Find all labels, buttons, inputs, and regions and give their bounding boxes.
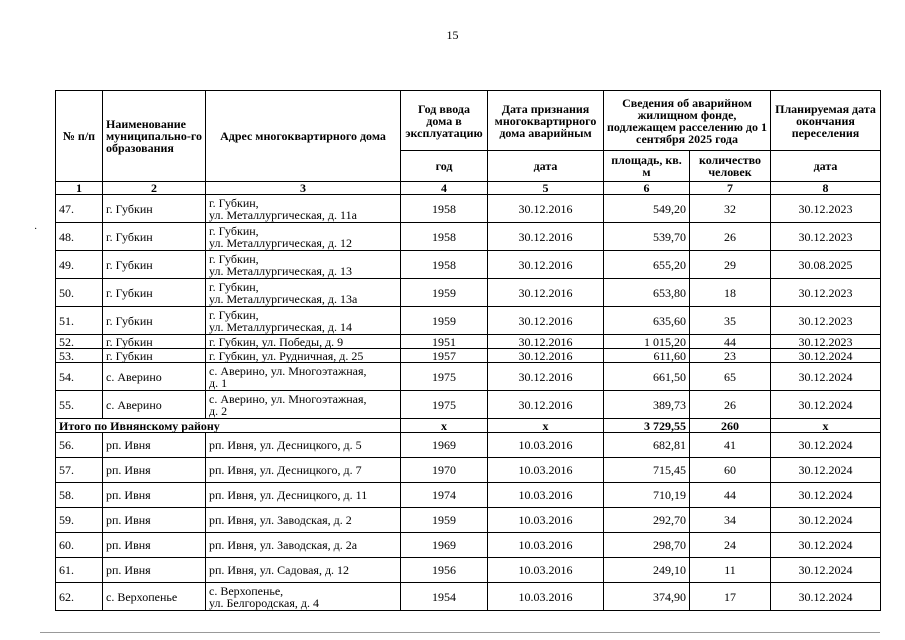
planned-date-cell: 30.12.2023: [771, 279, 881, 307]
table-row: [56, 483, 881, 508]
total-row: [56, 419, 881, 433]
year-cell: 1975: [401, 391, 488, 419]
municipality-cell: г. Губкин: [103, 223, 206, 251]
people-cell: 11: [690, 558, 771, 583]
address-cell: рп. Ивня, ул. Заводская, д. 2а: [206, 533, 401, 558]
year-cell: 1970: [401, 458, 488, 483]
planned-date-cell: 30.12.2024: [771, 433, 881, 458]
address-line-1: с. Верхопенье,: [209, 583, 284, 598]
planned-date-cell: 30.12.2023: [771, 335, 881, 349]
header-planned: Планируемая дата окончания переселения: [771, 91, 881, 151]
planned-date-cell: 30.08.2025: [771, 251, 881, 279]
address-cell: [206, 279, 401, 307]
municipality-cell: рп. Ивня: [103, 458, 206, 483]
date-cell: 30.12.2016: [488, 195, 604, 223]
area-cell: 298,70: [604, 533, 690, 558]
subheader-count: количество человек: [690, 151, 771, 182]
page-number: 15: [446, 28, 459, 42]
area-cell: 249,10: [604, 558, 690, 583]
date-cell: 30.12.2016: [488, 363, 604, 391]
area-cell: 539,70: [604, 223, 690, 251]
address-cell: [206, 195, 401, 223]
address-cell: г. Губкин, ул. Рудничная, д. 25: [206, 349, 401, 363]
area-cell: 661,50: [604, 363, 690, 391]
table-row: [56, 223, 881, 251]
column-numbers-row: [56, 182, 881, 195]
date-cell: 30.12.2016: [488, 279, 604, 307]
year-cell: 1969: [401, 533, 488, 558]
row-number: 57.: [56, 458, 103, 483]
municipality-cell: г. Губкин: [103, 349, 206, 363]
row-number: 55.: [56, 391, 103, 419]
area-cell: 655,20: [604, 251, 690, 279]
municipality-cell: рп. Ивня: [103, 508, 206, 533]
area-cell: 389,73: [604, 391, 690, 419]
municipality-cell: рп. Ивня: [103, 533, 206, 558]
area-cell: 682,81: [604, 433, 690, 458]
total-planned: x: [771, 419, 881, 433]
people-cell: 60: [690, 458, 771, 483]
planned-date-cell: 30.12.2024: [771, 533, 881, 558]
municipality-cell: с. Аверино: [103, 391, 206, 419]
subheader-year: год: [401, 151, 488, 182]
planned-date-cell: 30.12.2024: [771, 391, 881, 419]
municipality-cell: г. Губкин: [103, 251, 206, 279]
address-line-2: д. 2: [209, 403, 228, 418]
total-people: 260: [690, 419, 771, 433]
people-cell: 65: [690, 363, 771, 391]
address-cell: [206, 363, 401, 391]
header-address: Адрес многоквартирного дома: [206, 91, 401, 182]
total-area: 3 729,55: [604, 419, 690, 433]
table-row: [56, 335, 881, 349]
municipality-cell: г. Губкин: [103, 195, 206, 223]
area-cell: 653,80: [604, 279, 690, 307]
area-cell: 292,70: [604, 508, 690, 533]
municipality-cell: с. Верхопенье: [103, 583, 206, 611]
planned-date-cell: 30.12.2024: [771, 483, 881, 508]
year-cell: 1959: [401, 279, 488, 307]
date-cell: 10.03.2016: [488, 508, 604, 533]
header-year: Год ввода дома в эксплуатацию: [401, 91, 488, 151]
address-line-2: д. 1: [209, 375, 228, 390]
date-cell: 10.03.2016: [488, 483, 604, 508]
row-number: 53.: [56, 349, 103, 363]
date-cell: 30.12.2016: [488, 223, 604, 251]
people-cell: 32: [690, 195, 771, 223]
header-num: № п/п: [56, 91, 103, 182]
address-cell: г. Губкин, ул. Победы, д. 9: [206, 335, 401, 349]
row-number: 59.: [56, 508, 103, 533]
row-number: 60.: [56, 533, 103, 558]
year-cell: 1958: [401, 251, 488, 279]
date-cell: 10.03.2016: [488, 583, 604, 611]
table-row: [56, 558, 881, 583]
table-row: [56, 363, 881, 391]
people-cell: 41: [690, 433, 771, 458]
year-cell: 1958: [401, 223, 488, 251]
address-line-2: ул. Металлургическая, д. 12: [209, 235, 353, 250]
row-number: 54.: [56, 363, 103, 391]
row-number: 50.: [56, 279, 103, 307]
total-label: Итого по Ивнянскому району: [56, 419, 401, 433]
municipality-cell: с. Аверино: [103, 363, 206, 391]
table-row: [56, 195, 881, 223]
area-cell: 611,60: [604, 349, 690, 363]
date-cell: 30.12.2016: [488, 349, 604, 363]
people-cell: 34: [690, 508, 771, 533]
year-cell: 1951: [401, 335, 488, 349]
address-line-2: ул. Металлургическая, д. 14: [209, 319, 353, 334]
area-cell: 635,60: [604, 307, 690, 335]
area-cell: 374,90: [604, 583, 690, 611]
table-row: [56, 433, 881, 458]
date-cell: 30.12.2016: [488, 335, 604, 349]
people-cell: 17: [690, 583, 771, 611]
municipality-cell: г. Губкин: [103, 279, 206, 307]
header-municipality: Наименование муниципально-го образования: [103, 91, 206, 182]
planned-date-cell: 30.12.2024: [771, 363, 881, 391]
row-number: 52.: [56, 335, 103, 349]
address-cell: рп. Ивня, ул. Десницкого, д. 11: [206, 483, 401, 508]
year-cell: 1975: [401, 363, 488, 391]
address-line-2: ул. Белгородская, д. 4: [209, 595, 319, 610]
total-year: x: [401, 419, 488, 433]
address-line-1: г. Губкин,: [209, 195, 259, 210]
row-number: 47.: [56, 195, 103, 223]
margin-dot: ·: [34, 224, 38, 235]
table-row: [56, 458, 881, 483]
subheader-area: площадь, кв. м: [604, 151, 690, 182]
bottom-rule: [40, 632, 880, 633]
address-line-1: с. Аверино, ул. Многоэтажная,: [209, 391, 367, 406]
area-cell: 715,45: [604, 458, 690, 483]
header-info: Сведения об аварийном жилищном фонде, подлежащем расселению до 1 сентября 2025 года: [604, 91, 771, 151]
header-date-recognition: Дата признания многоквартирного дома аварийным: [488, 91, 604, 151]
people-cell: 26: [690, 391, 771, 419]
col-number: 1: [56, 182, 103, 195]
people-cell: 18: [690, 279, 771, 307]
date-cell: 30.12.2016: [488, 391, 604, 419]
municipality-cell: рп. Ивня: [103, 558, 206, 583]
subheader-date: дата: [488, 151, 604, 182]
address-line-2: ул. Металлургическая, д. 11а: [209, 207, 357, 222]
col-number: 4: [401, 182, 488, 195]
people-cell: 26: [690, 223, 771, 251]
planned-date-cell: 30.12.2023: [771, 223, 881, 251]
year-cell: 1956: [401, 558, 488, 583]
row-number: 62.: [56, 583, 103, 611]
subheader-planned: дата: [771, 151, 881, 182]
people-cell: 23: [690, 349, 771, 363]
address-cell: рп. Ивня, ул. Садовая, д. 12: [206, 558, 401, 583]
address-line-1: с. Аверино, ул. Многоэтажная,: [209, 363, 367, 378]
address-cell: рп. Ивня, ул. Десницкого, д. 5: [206, 433, 401, 458]
table-row: [56, 251, 881, 279]
address-line-2: ул. Металлургическая, д. 13а: [209, 291, 358, 306]
planned-date-cell: 30.12.2024: [771, 458, 881, 483]
municipality-cell: рп. Ивня: [103, 433, 206, 458]
table-row: [56, 583, 881, 611]
row-number: 58.: [56, 483, 103, 508]
address-cell: [206, 307, 401, 335]
address-cell: рп. Ивня, ул. Десницкого, д. 7: [206, 458, 401, 483]
date-cell: 30.12.2016: [488, 251, 604, 279]
date-cell: 30.12.2016: [488, 307, 604, 335]
year-cell: 1958: [401, 195, 488, 223]
year-cell: 1954: [401, 583, 488, 611]
municipality-cell: рп. Ивня: [103, 483, 206, 508]
municipality-cell: г. Губкин: [103, 335, 206, 349]
people-cell: 35: [690, 307, 771, 335]
planned-date-cell: 30.12.2024: [771, 349, 881, 363]
planned-date-cell: 30.12.2023: [771, 195, 881, 223]
date-cell: 10.03.2016: [488, 458, 604, 483]
row-number: 49.: [56, 251, 103, 279]
area-cell: 1 015,20: [604, 335, 690, 349]
year-cell: 1959: [401, 307, 488, 335]
table-row: [56, 349, 881, 363]
date-cell: 10.03.2016: [488, 533, 604, 558]
table-row: [56, 533, 881, 558]
row-number: 48.: [56, 223, 103, 251]
row-number: 51.: [56, 307, 103, 335]
address-cell: [206, 223, 401, 251]
area-cell: 710,19: [604, 483, 690, 508]
year-cell: 1959: [401, 508, 488, 533]
address-line-1: г. Губкин,: [209, 279, 259, 294]
people-cell: 29: [690, 251, 771, 279]
col-number: 2: [103, 182, 206, 195]
planned-date-cell: 30.12.2024: [771, 583, 881, 611]
col-number: 5: [488, 182, 604, 195]
table-row: [56, 307, 881, 335]
table-row: [56, 391, 881, 419]
housing-table: [55, 90, 881, 611]
address-line-1: г. Губкин,: [209, 223, 259, 238]
area-cell: 549,20: [604, 195, 690, 223]
col-number: 6: [604, 182, 690, 195]
row-number: 61.: [56, 558, 103, 583]
col-number: 3: [206, 182, 401, 195]
planned-date-cell: 30.12.2024: [771, 558, 881, 583]
year-cell: 1957: [401, 349, 488, 363]
date-cell: 10.03.2016: [488, 433, 604, 458]
address-line-1: г. Губкин,: [209, 307, 259, 322]
col-number: 8: [771, 182, 881, 195]
table-row: [56, 279, 881, 307]
planned-date-cell: 30.12.2024: [771, 508, 881, 533]
date-cell: 10.03.2016: [488, 558, 604, 583]
year-cell: 1969: [401, 433, 488, 458]
address-line-2: ул. Металлургическая, д. 13: [209, 263, 353, 278]
municipality-cell: г. Губкин: [103, 307, 206, 335]
address-cell: [206, 391, 401, 419]
total-date: x: [488, 419, 604, 433]
col-number: 7: [690, 182, 771, 195]
address-cell: [206, 251, 401, 279]
row-number: 56.: [56, 433, 103, 458]
planned-date-cell: 30.12.2023: [771, 307, 881, 335]
address-line-1: г. Губкин,: [209, 251, 259, 266]
address-cell: [206, 583, 401, 611]
people-cell: 44: [690, 483, 771, 508]
people-cell: 24: [690, 533, 771, 558]
address-cell: рп. Ивня, ул. Заводская, д. 2: [206, 508, 401, 533]
people-cell: 44: [690, 335, 771, 349]
year-cell: 1974: [401, 483, 488, 508]
table-row: [56, 508, 881, 533]
